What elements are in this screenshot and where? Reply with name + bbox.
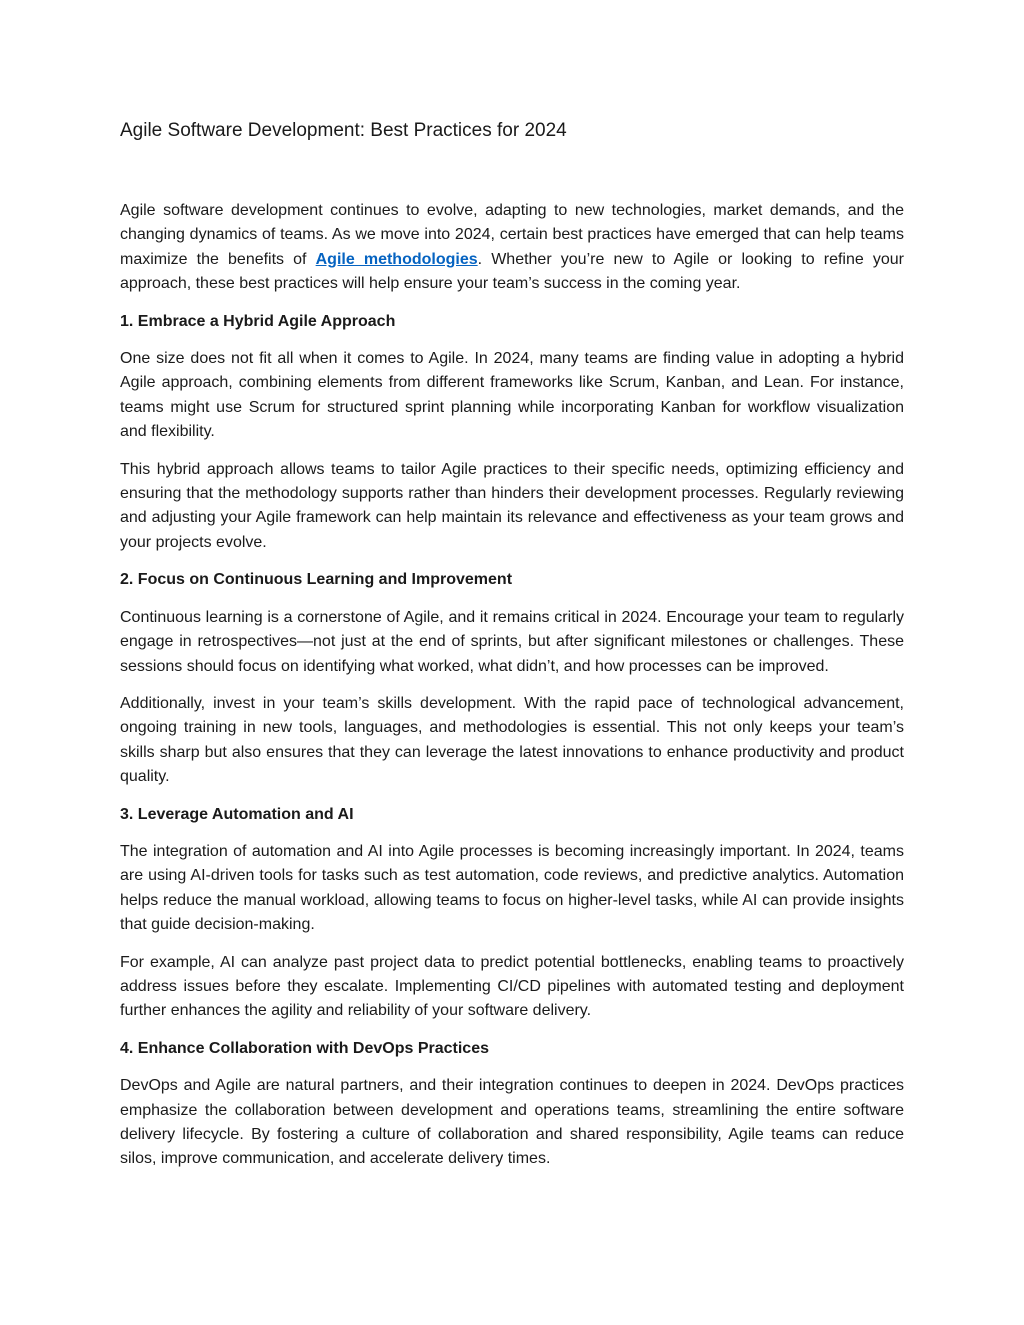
document-content [120, 118, 904, 1185]
section-4-heading: 4. Enhance Collaboration with DevOps Practices [120, 1039, 489, 1057]
intro-text-before-link: Agile software development continues to evolve, adapting to new technologies, market demands, and the changing dynamics of teams. As we move into 2024, certain best practices have emerged that can help teams maximize the benefits of [120, 202, 904, 268]
section-2-paragraph-2: Additionally, invest in your team’s skills development. With the rapid pace of technological advancement, ongoing training in new tools, languages, and methodologies is essential. This not only keeps your team’s skills sharp but also ensures that they can leverage the latest innovations to enhance productivity and product quality. [120, 694, 904, 786]
section-3-heading: 3. Leverage Automation and AI [120, 805, 354, 823]
section-3-paragraph-2: For example, AI can analyze past project data to predict potential bottlenecks, enabling teams to proactively address issues before they escalate. Implementing CI/CD pipelines with automated testing and deployment further enhances the agility and reliability of your software delivery. [120, 953, 904, 1020]
page-title: Agile Software Development: Best Practices for 2024 [120, 120, 567, 141]
section-1-heading: 1. Embrace a Hybrid Agile Approach [120, 312, 396, 330]
section-1-paragraph-1: One size does not fit all when it comes to Agile. In 2024, many teams are finding value in adopting a hybrid Agile approach, combining elements from different frameworks like Scrum, Kanban, and Lean. For instance, teams might use Scrum for structured sprint planning while incorporating Kanban for workflow visualization and flexibility. [120, 350, 904, 441]
agile-methodologies-link[interactable]: Agile methodologies [315, 250, 478, 268]
section-1-paragraph-2: This hybrid approach allows teams to tailor Agile practices to their specific needs, optimizing efficiency and ensuring that the methodology supports rather than hinders their development processes. Regularly reviewing and adjusting your Agile framework can help maintain its relevance and effectiveness as your team grows and your projects evolve. [120, 460, 904, 551]
section-2-heading: 2. Focus on Continuous Learning and Improvement [120, 571, 513, 589]
intro-paragraph [120, 199, 904, 297]
intro-text-after-link: . Whether you’re new to Agile or looking to refine your approach, these best practices will help ensure your team’s success in the coming year. [120, 250, 905, 293]
section-2-paragraph-1: Continuous learning is a cornerstone of Agile, and it remains critical in 2024. Encourage your team to regularly engage in retrospectives—not just at the end of sprints, but after significant milestones or challenges. These sessions should focus on identifying what worked, what didn’t, and how processes can be improved. [120, 608, 904, 675]
section-3-paragraph-1: The integration of automation and AI into Agile processes is becoming increasingly important. In 2024, teams are using AI-driven tools for tasks such as test automation, code reviews, and predictive analytics. Automation helps reduce the manual workload, allowing teams to focus on higher-level tasks, while AI can provide insights that guide decision-making. [120, 842, 904, 934]
section-4-paragraph-1: DevOps and Agile are natural partners, and their integration continues to deepen in 2024. DevOps practices emphasize the collaboration between development and operations teams, streamlining the entire software delivery lifecycle. By fostering a culture of collaboration and shared responsibility, Agile teams can reduce silos, improve communication, and accelerate delivery times. [120, 1077, 904, 1168]
